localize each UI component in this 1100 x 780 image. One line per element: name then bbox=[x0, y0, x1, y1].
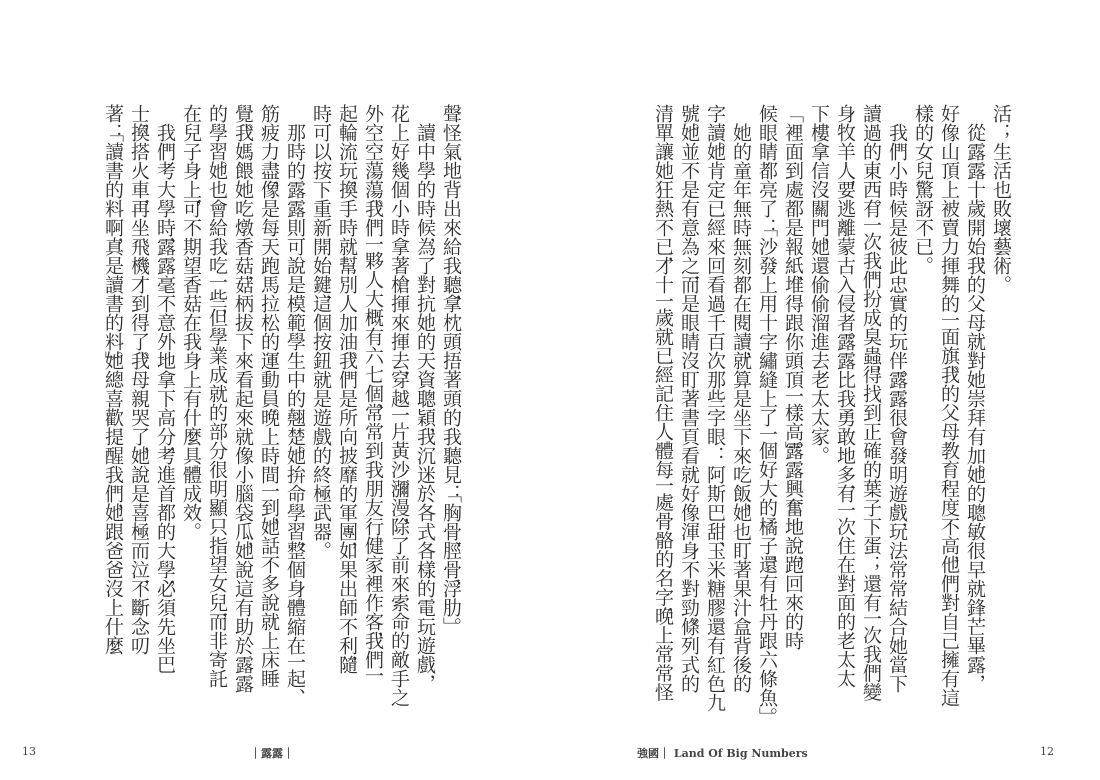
text-line: 候眼睛都亮了：「沙發上用十字繡縫上了一個好大的橘子，還有牡丹跟六條魚。」 bbox=[756, 104, 778, 707]
text-line: 她的童年無時無刻都在閱讀，就算是坐下來吃飯，她也盯著果汁盒背後的 bbox=[730, 104, 752, 693]
text-line: 花上好幾個小時拿著槍揮來揮去，穿越一片黃沙瀰漫，除了前來索命的敵手之 bbox=[388, 104, 410, 707]
text-line: 起輪流玩，換手時就幫別人加油。我們是所向披靡的軍團，如果出師不利，隨 bbox=[336, 104, 358, 674]
body-text bbox=[100, 104, 464, 716]
text-line: 樣的女兒驚訝不已。 bbox=[912, 104, 934, 256]
running-head: ｜露露｜ bbox=[250, 747, 294, 760]
body-text bbox=[650, 104, 1014, 716]
right-page bbox=[550, 0, 1100, 780]
text-line: 號。她並不是有意為之，而是眼睛沒盯著書頁看就好像渾身不對勁。條列式的 bbox=[678, 104, 700, 693]
text-line: 士，換搭火車，再坐飛機才到得了。我母親哭了，她說是喜極而泣，不斷念叨 bbox=[128, 104, 150, 655]
page-number: 12 bbox=[1040, 745, 1054, 758]
text-line: 我們小時候是彼此忠實的玩伴。露露很會發明遊戲，玩法常常結合她當下 bbox=[886, 104, 908, 693]
text-line: 讀中學的時候，為了對抗她的天資聰穎，我沉迷於各式各樣的電玩遊戲， bbox=[414, 104, 436, 674]
text-line: 外空空蕩蕩。我們一夥人大概有六七個，常常到我朋友行健家裡作客，我們一 bbox=[362, 104, 384, 683]
text-line: 清單讓她狂熱不已，才十一歲就已經記住人體每一處骨骼的名字，晚上常常怪 bbox=[652, 104, 674, 702]
text-line: 活；生活也敗壞藝術。 bbox=[990, 104, 1012, 275]
text-line: 身牧羊人，要逃離蒙古入侵者。露露比我勇敢地多，有一次住在對面的老太太 bbox=[834, 104, 856, 688]
text-line: 聲怪氣地背出來給我聽，拿枕頭捂著頭的我聽見：「胸骨、脛骨、浮肋。」 bbox=[440, 104, 462, 617]
text-line: 字讀。她肯定已經來回看過千百次那些字眼：阿斯巴甜、玉米糖膠還有紅色九 bbox=[704, 104, 726, 712]
text-line: 筋疲力盡，像是每天跑馬拉松的運動員。晚上時間一到，她話不多說就上床睡 bbox=[258, 104, 280, 688]
text-line: 在兒子身上，可不期望香菇在我身上有什麼具體成效。 bbox=[180, 104, 202, 522]
text-line: 覺。我媽餵她吃燉香菇，菇柄拔下來看起來就像小腦袋瓜，她說這有助於露露 bbox=[232, 104, 254, 693]
text-line: 著：「讀書的料啊，真是讀書的料。」她總喜歡提醒我們，她跟爸爸沒上什麼 bbox=[102, 104, 124, 655]
page-number: 13 bbox=[22, 745, 36, 758]
text-line: 讀過的東西。有一次我們扮成臭蟲，得找到正確的葉子下蛋；還有一次我們變 bbox=[860, 104, 882, 702]
text-line: 我們考大學時，露露毫不意外地拿下高分，考進首都的大學，必須先坐巴 bbox=[154, 104, 176, 674]
text-line: 好像山頂上被賣力揮舞的一面旗。我的父母教育程度不高，他們對自己擁有這 bbox=[938, 104, 960, 707]
text-line: 時可以按下重新開始鍵，這個按鈕就是遊戲的終極武器。 bbox=[310, 104, 332, 541]
text-line: 那時的露露則可說是模範學生中的翹楚。她拚命學習，整個身體縮在一起、 bbox=[284, 104, 306, 688]
text-line: 「裡面到處都是報紙，堆得跟你頭頂一樣高。」露露興奮地說，跑回來的時 bbox=[782, 104, 804, 650]
text-line: 從露露十歲開始，我的父母就對她崇拜有加。她的聰敏很早就鋒芒畢露， bbox=[964, 104, 986, 674]
running-head: 強國｜ Land Of Big Numbers bbox=[637, 747, 808, 760]
text-line: 下樓拿信沒關門，她還偷偷溜進去老太太家。 bbox=[808, 104, 830, 446]
text-line: 的學習。她也會給我吃一些，但學業成就的部分很明顯只指望女兒，而非寄託 bbox=[206, 104, 228, 688]
